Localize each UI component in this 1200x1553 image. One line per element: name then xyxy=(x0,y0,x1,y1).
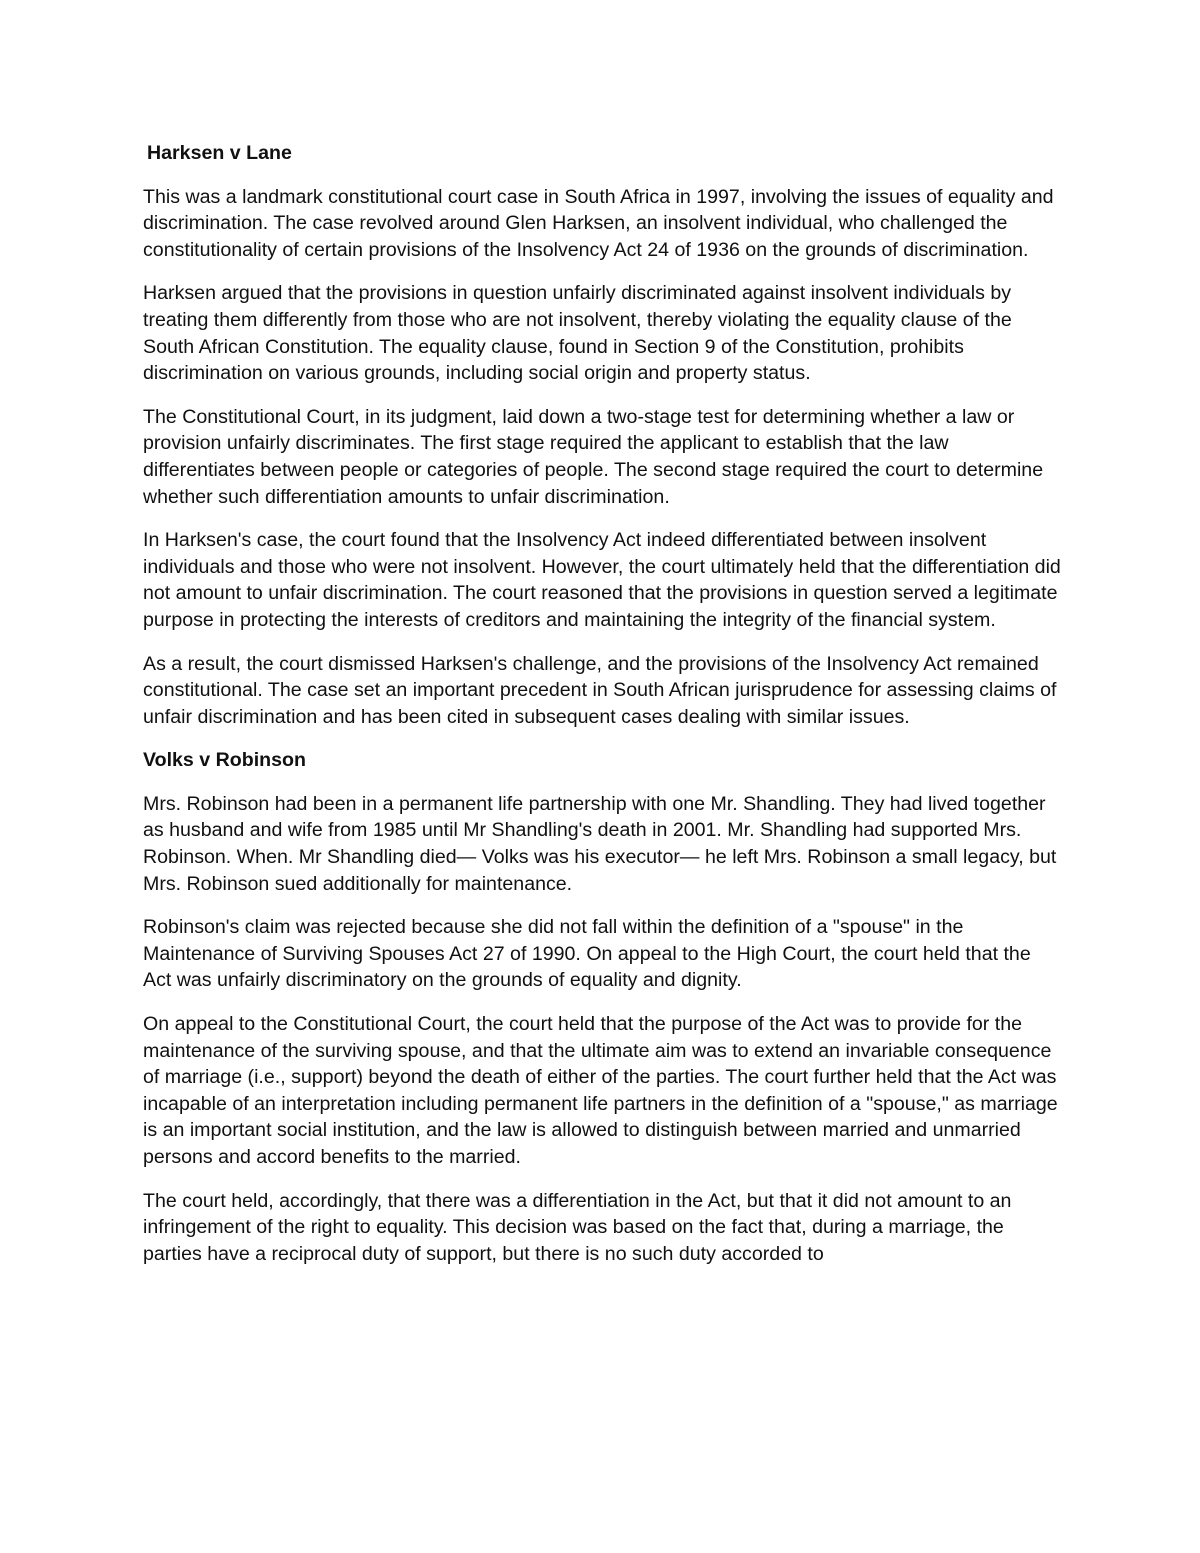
paragraph: Robinson's claim was rejected because she did not fall within the definition of a "spouse" in the Maintenance of Surviving Spouses Act 27 of 1990. On appeal to the High Court, the court held that the Act was unfairly discriminatory on the grounds of equality and dignity. xyxy=(143,916,1031,992)
paragraph: As a result, the court dismissed Harksen's challenge, and the provisions of the Insolvency Act remained constitutional. The case set an important precedent in South African jurisprudence for assessing claims of unfair discrimination and has been cited in subsequent cases dealing with similar issues. xyxy=(143,652,1057,728)
paragraph: On appeal to the Constitutional Court, the court held that the purpose of the Act was to provide for the maintenance of the surviving spouse, and that the ultimate aim was to extend an invariable consequence of marriage (i.e., support) beyond the death of either of the parties. The court further held that the Act was incapable of an interpretation including permanent life partners in the definition of a "spouse," as marriage is an important social institution, and the law is allowed to distinguish between married and unmarried persons and accord benefits to the married. xyxy=(143,1013,1058,1168)
section-heading-harksen-v-lane: Harksen v Lane xyxy=(147,142,292,164)
paragraph: Mrs. Robinson had been in a permanent life partnership with one Mr. Shandling. They had lived together as husband and wife from 1985 until Mr Shandling's death in 2001. Mr. Shandling had supported Mrs. Robinson. When. Mr Shandling died— Volks was his executor— he left Mrs. Robinson a small legacy, but Mrs. Robinson sued additionally for maintenance. xyxy=(143,792,1057,895)
paragraph: The Constitutional Court, in its judgment, laid down a two-stage test for determining whether a law or provision unfairly discriminates. The first stage required the applicant to establish that the law differentiates between people or categories of people. The second stage required the court to determine whether such differentiation amounts to unfair discrimination. xyxy=(143,405,1044,508)
document-body xyxy=(143,140,1063,1284)
paragraph: In Harksen's case, the court found that the Insolvency Act indeed differentiated between insolvent individuals and those who were not insolvent. However, the court ultimately held that the differentiation did not amount to unfair discrimination. The court reasoned that the provisions in question served a legitimate purpose in protecting the interests of creditors and maintaining the integrity of the financial system. xyxy=(143,529,1061,631)
paragraph: Harksen argued that the provisions in question unfairly discriminated against insolvent individuals by treating them differently from those who are not insolvent, thereby violating the equality clause of the South African Constitution. The equality clause, found in Section 9 of the Constitution, prohibits discrimination on various grounds, including social origin and property status. xyxy=(143,282,1012,385)
paragraph: The court held, accordingly, that there was a differentiation in the Act, but that it did not amount to an infringement of the right to equality. This decision was based on the fact that, during a marriage, the parties have a reciprocal duty of support, but there is no such duty accorded to xyxy=(143,1189,1012,1265)
paragraph: This was a landmark constitutional court case in South Africa in 1997, involving the issues of equality and discrimination. The case revolved around Glen Harksen, an insolvent individual, who challenged the constitutionality of certain provisions of the Insolvency Act 24 of 1936 on the grounds of discrimination. xyxy=(143,185,1054,261)
section-heading-volks-v-robinson: Volks v Robinson xyxy=(143,749,306,772)
